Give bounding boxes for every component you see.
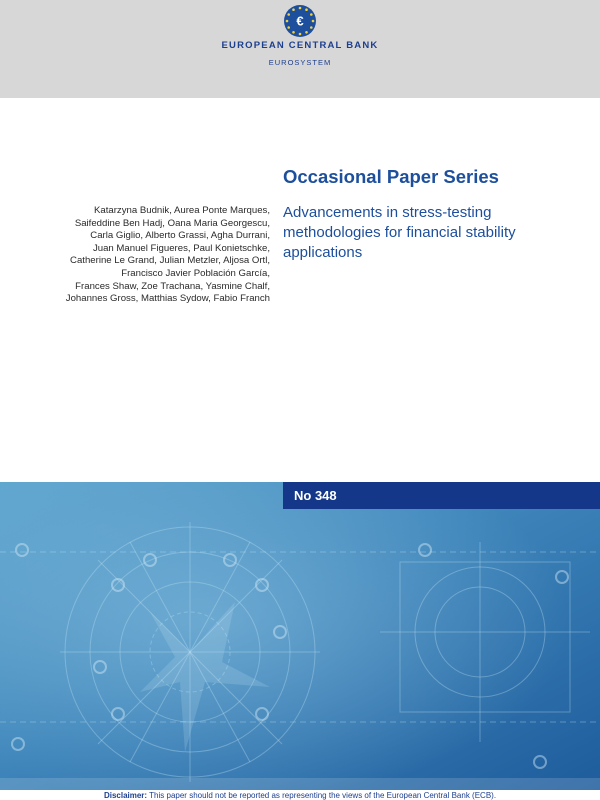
header-band xyxy=(0,0,600,98)
euro-star-icon xyxy=(283,4,317,38)
author-line: Johannes Gross, Matthias Sydow, Fabio Franch xyxy=(65,293,270,305)
svg-text:€: € xyxy=(296,13,304,29)
bank-name: EUROPEAN CENTRAL BANK xyxy=(221,40,379,51)
author-line: Carla Giglio, Alberto Grassi, Agha Durrani, xyxy=(90,230,270,242)
disclaimer xyxy=(0,791,600,800)
author-line: Juan Manuel Figueres, Paul Konietschke, xyxy=(92,242,270,254)
author-line: Frances Shaw, Zoe Trachana, Yasmine Chalf, xyxy=(75,280,270,292)
title-line: methodologies for financial stability xyxy=(283,224,516,241)
title-line: Advancements in stress-testing xyxy=(283,204,492,221)
title-line: applications xyxy=(283,244,363,261)
eurosystem-label: EUROSYSTEM xyxy=(268,58,332,67)
author-line: Francisco Javier Población García, xyxy=(121,267,270,279)
series-title: Occasional Paper Series xyxy=(283,166,499,187)
disclaimer-text: This paper should not be reported as representing the views of the European Central Bank (ECB). xyxy=(147,791,497,800)
author-line: Saifeddine Ben Hadj, Oana Maria Georgescu, xyxy=(74,217,270,229)
cover-graphic xyxy=(0,482,600,790)
issue-number: No 348 xyxy=(294,488,337,503)
author-line: Katarzyna Budnik, Aurea Ponte Marques, xyxy=(94,205,270,216)
author-line: Catherine Le Grand, Julian Metzler, Aljosa Ortl, xyxy=(70,255,270,267)
author-list xyxy=(40,205,270,306)
disclaimer-label: Disclaimer: xyxy=(103,791,148,800)
paper-title xyxy=(283,203,583,263)
